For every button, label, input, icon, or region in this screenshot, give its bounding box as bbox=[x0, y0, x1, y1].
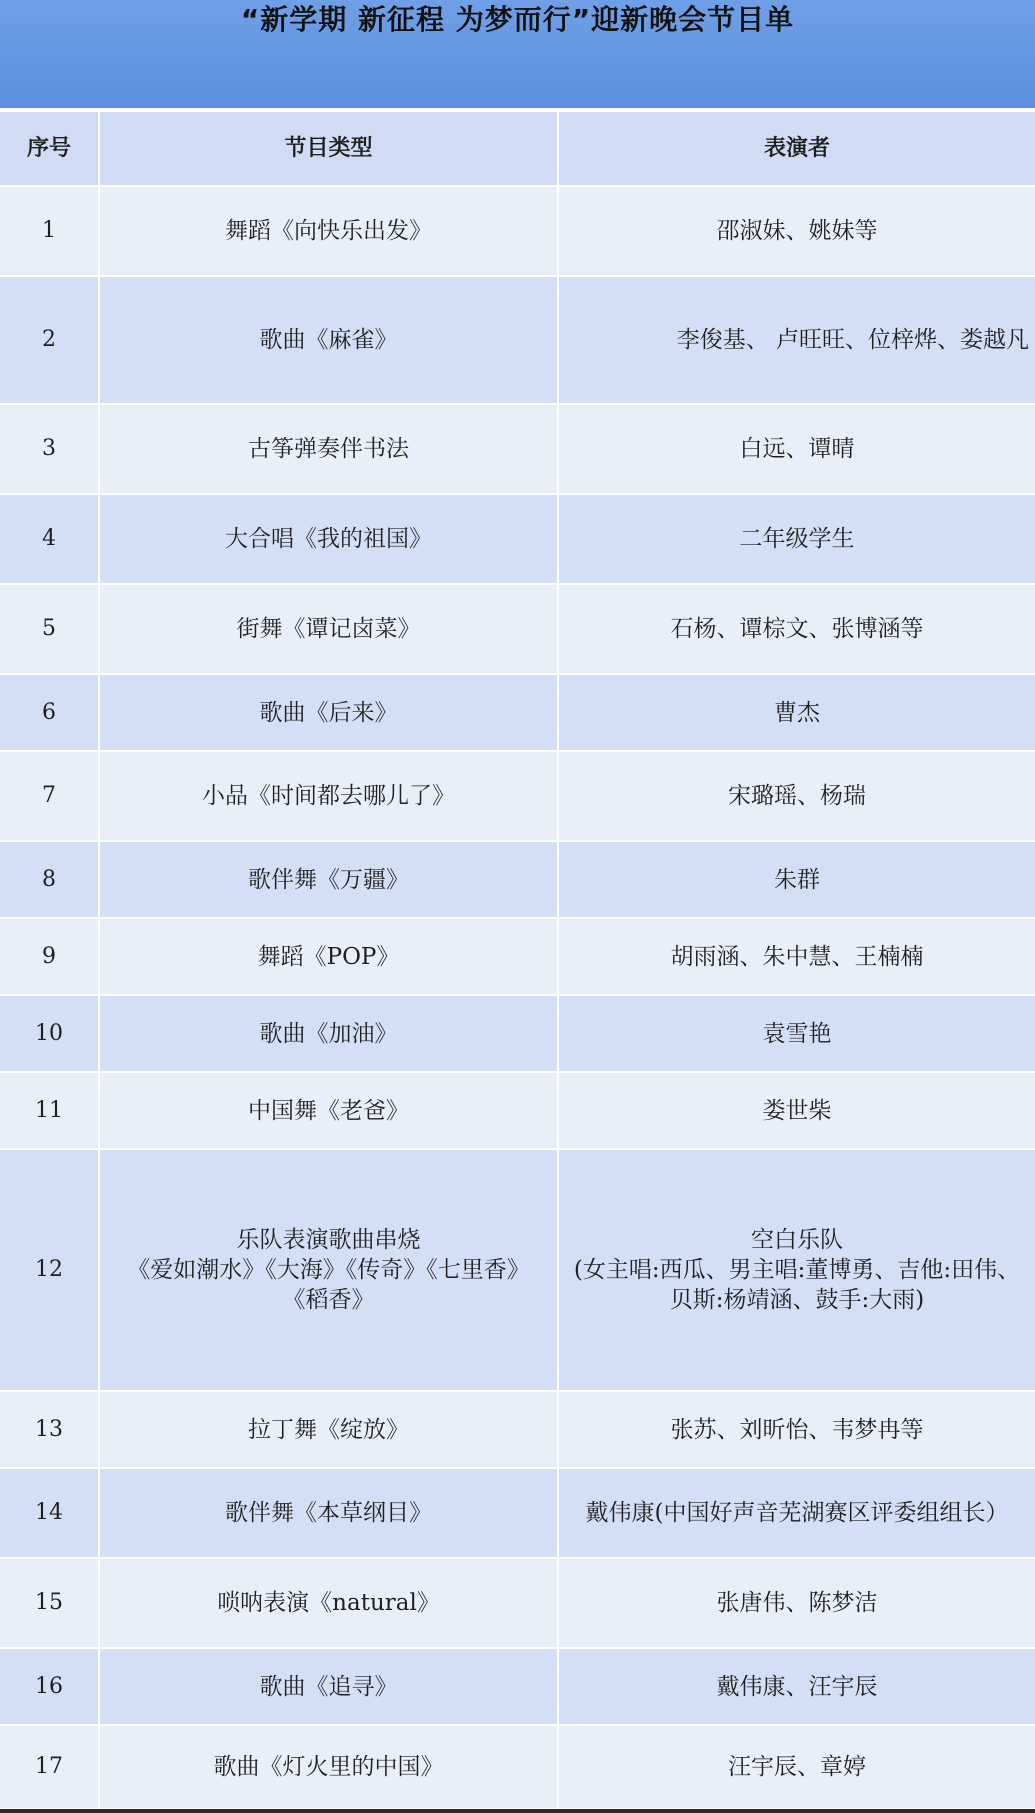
row-number: 10 bbox=[0, 996, 100, 1073]
row-number: 5 bbox=[0, 585, 100, 675]
row-number: 11 bbox=[0, 1073, 100, 1150]
row-performer: 二年级学生 bbox=[559, 495, 1035, 585]
row-number: 7 bbox=[0, 752, 100, 842]
bottom-divider bbox=[0, 1809, 1035, 1813]
performer-line: 空白乐队 bbox=[751, 1227, 843, 1253]
row-program: 歌曲《灯火里的中国》 bbox=[100, 1726, 559, 1810]
row-performer: 胡雨涵、朱中慧、王楠楠 bbox=[559, 919, 1035, 996]
program-line: 乐队表演歌曲串烧 bbox=[236, 1227, 421, 1253]
row-number: 9 bbox=[0, 919, 100, 996]
row-performer: 汪宇辰、章婷 bbox=[559, 1726, 1035, 1810]
program-table bbox=[0, 112, 1035, 1810]
row-program: 歌曲《麻雀》 bbox=[100, 277, 559, 405]
row-number: 16 bbox=[0, 1649, 100, 1726]
row-program bbox=[100, 1150, 559, 1392]
row-program: 中国舞《老爸》 bbox=[100, 1073, 559, 1150]
row-performer: 娄世柴 bbox=[559, 1073, 1035, 1150]
program-line: 《稻香》 bbox=[282, 1287, 375, 1313]
row-program: 小品《时间都去哪儿了》 bbox=[100, 752, 559, 842]
row-performer bbox=[559, 1150, 1035, 1392]
row-program: 歌曲《追寻》 bbox=[100, 1649, 559, 1726]
row-program: 拉丁舞《绽放》 bbox=[100, 1392, 559, 1469]
row-performer: 白远、谭晴 bbox=[559, 405, 1035, 495]
header-number: 序号 bbox=[0, 112, 100, 187]
performer-line: 贝斯:杨靖涵、鼓手:大雨) bbox=[669, 1287, 925, 1313]
row-performer: 邵淑妹、姚妹等 bbox=[559, 187, 1035, 277]
title-banner bbox=[0, 0, 1035, 108]
row-performer: 戴伟康(中国好声音芜湖赛区评委组组长） bbox=[559, 1469, 1035, 1559]
row-program: 街舞《谭记卤菜》 bbox=[100, 585, 559, 675]
row-number: 8 bbox=[0, 842, 100, 919]
header-program-type: 节目类型 bbox=[100, 112, 559, 187]
row-program: 歌伴舞《本草纲目》 bbox=[100, 1469, 559, 1559]
row-program: 歌曲《加油》 bbox=[100, 996, 559, 1073]
row-number: 3 bbox=[0, 405, 100, 495]
row-performer: 曹杰 bbox=[559, 675, 1035, 752]
row-number: 4 bbox=[0, 495, 100, 585]
row-number: 17 bbox=[0, 1726, 100, 1810]
row-number: 14 bbox=[0, 1469, 100, 1559]
document-title: “新学期 新征程 为梦而行”迎新晚会节目单 bbox=[240, 3, 795, 36]
row-performer: 张唐伟、陈梦洁 bbox=[559, 1559, 1035, 1649]
row-performer: 石杨、谭棕文、张博涵等 bbox=[559, 585, 1035, 675]
row-number: 12 bbox=[0, 1150, 100, 1392]
row-program: 舞蹈《POP》 bbox=[100, 919, 559, 996]
row-performer: 袁雪艳 bbox=[559, 996, 1035, 1073]
header-performer: 表演者 bbox=[559, 112, 1035, 187]
row-number: 1 bbox=[0, 187, 100, 277]
row-performer: 朱群 bbox=[559, 842, 1035, 919]
row-program: 舞蹈《向快乐出发》 bbox=[100, 187, 559, 277]
row-program: 古筝弹奏伴书法 bbox=[100, 405, 559, 495]
row-number: 6 bbox=[0, 675, 100, 752]
row-program: 唢呐表演《natural》 bbox=[100, 1559, 559, 1649]
row-program: 大合唱《我的祖国》 bbox=[100, 495, 559, 585]
row-program: 歌伴舞《万疆》 bbox=[100, 842, 559, 919]
row-number: 13 bbox=[0, 1392, 100, 1469]
row-performer: 张苏、刘昕怡、韦梦冉等 bbox=[559, 1392, 1035, 1469]
row-number: 15 bbox=[0, 1559, 100, 1649]
row-performer: 戴伟康、汪宇辰 bbox=[559, 1649, 1035, 1726]
row-number: 2 bbox=[0, 277, 100, 405]
performer-line: (女主唱:西瓜、男主唱:董博勇、吉他:田伟、 bbox=[573, 1257, 1021, 1283]
row-program: 歌曲《后来》 bbox=[100, 675, 559, 752]
row-performer: 李俊基、 卢旺旺、位梓烨、娄越凡 bbox=[559, 277, 1035, 405]
row-performer: 宋璐瑶、杨瑞 bbox=[559, 752, 1035, 842]
program-line: 《爱如潮水》《大海》《传奇》《七里香》 bbox=[127, 1257, 530, 1283]
